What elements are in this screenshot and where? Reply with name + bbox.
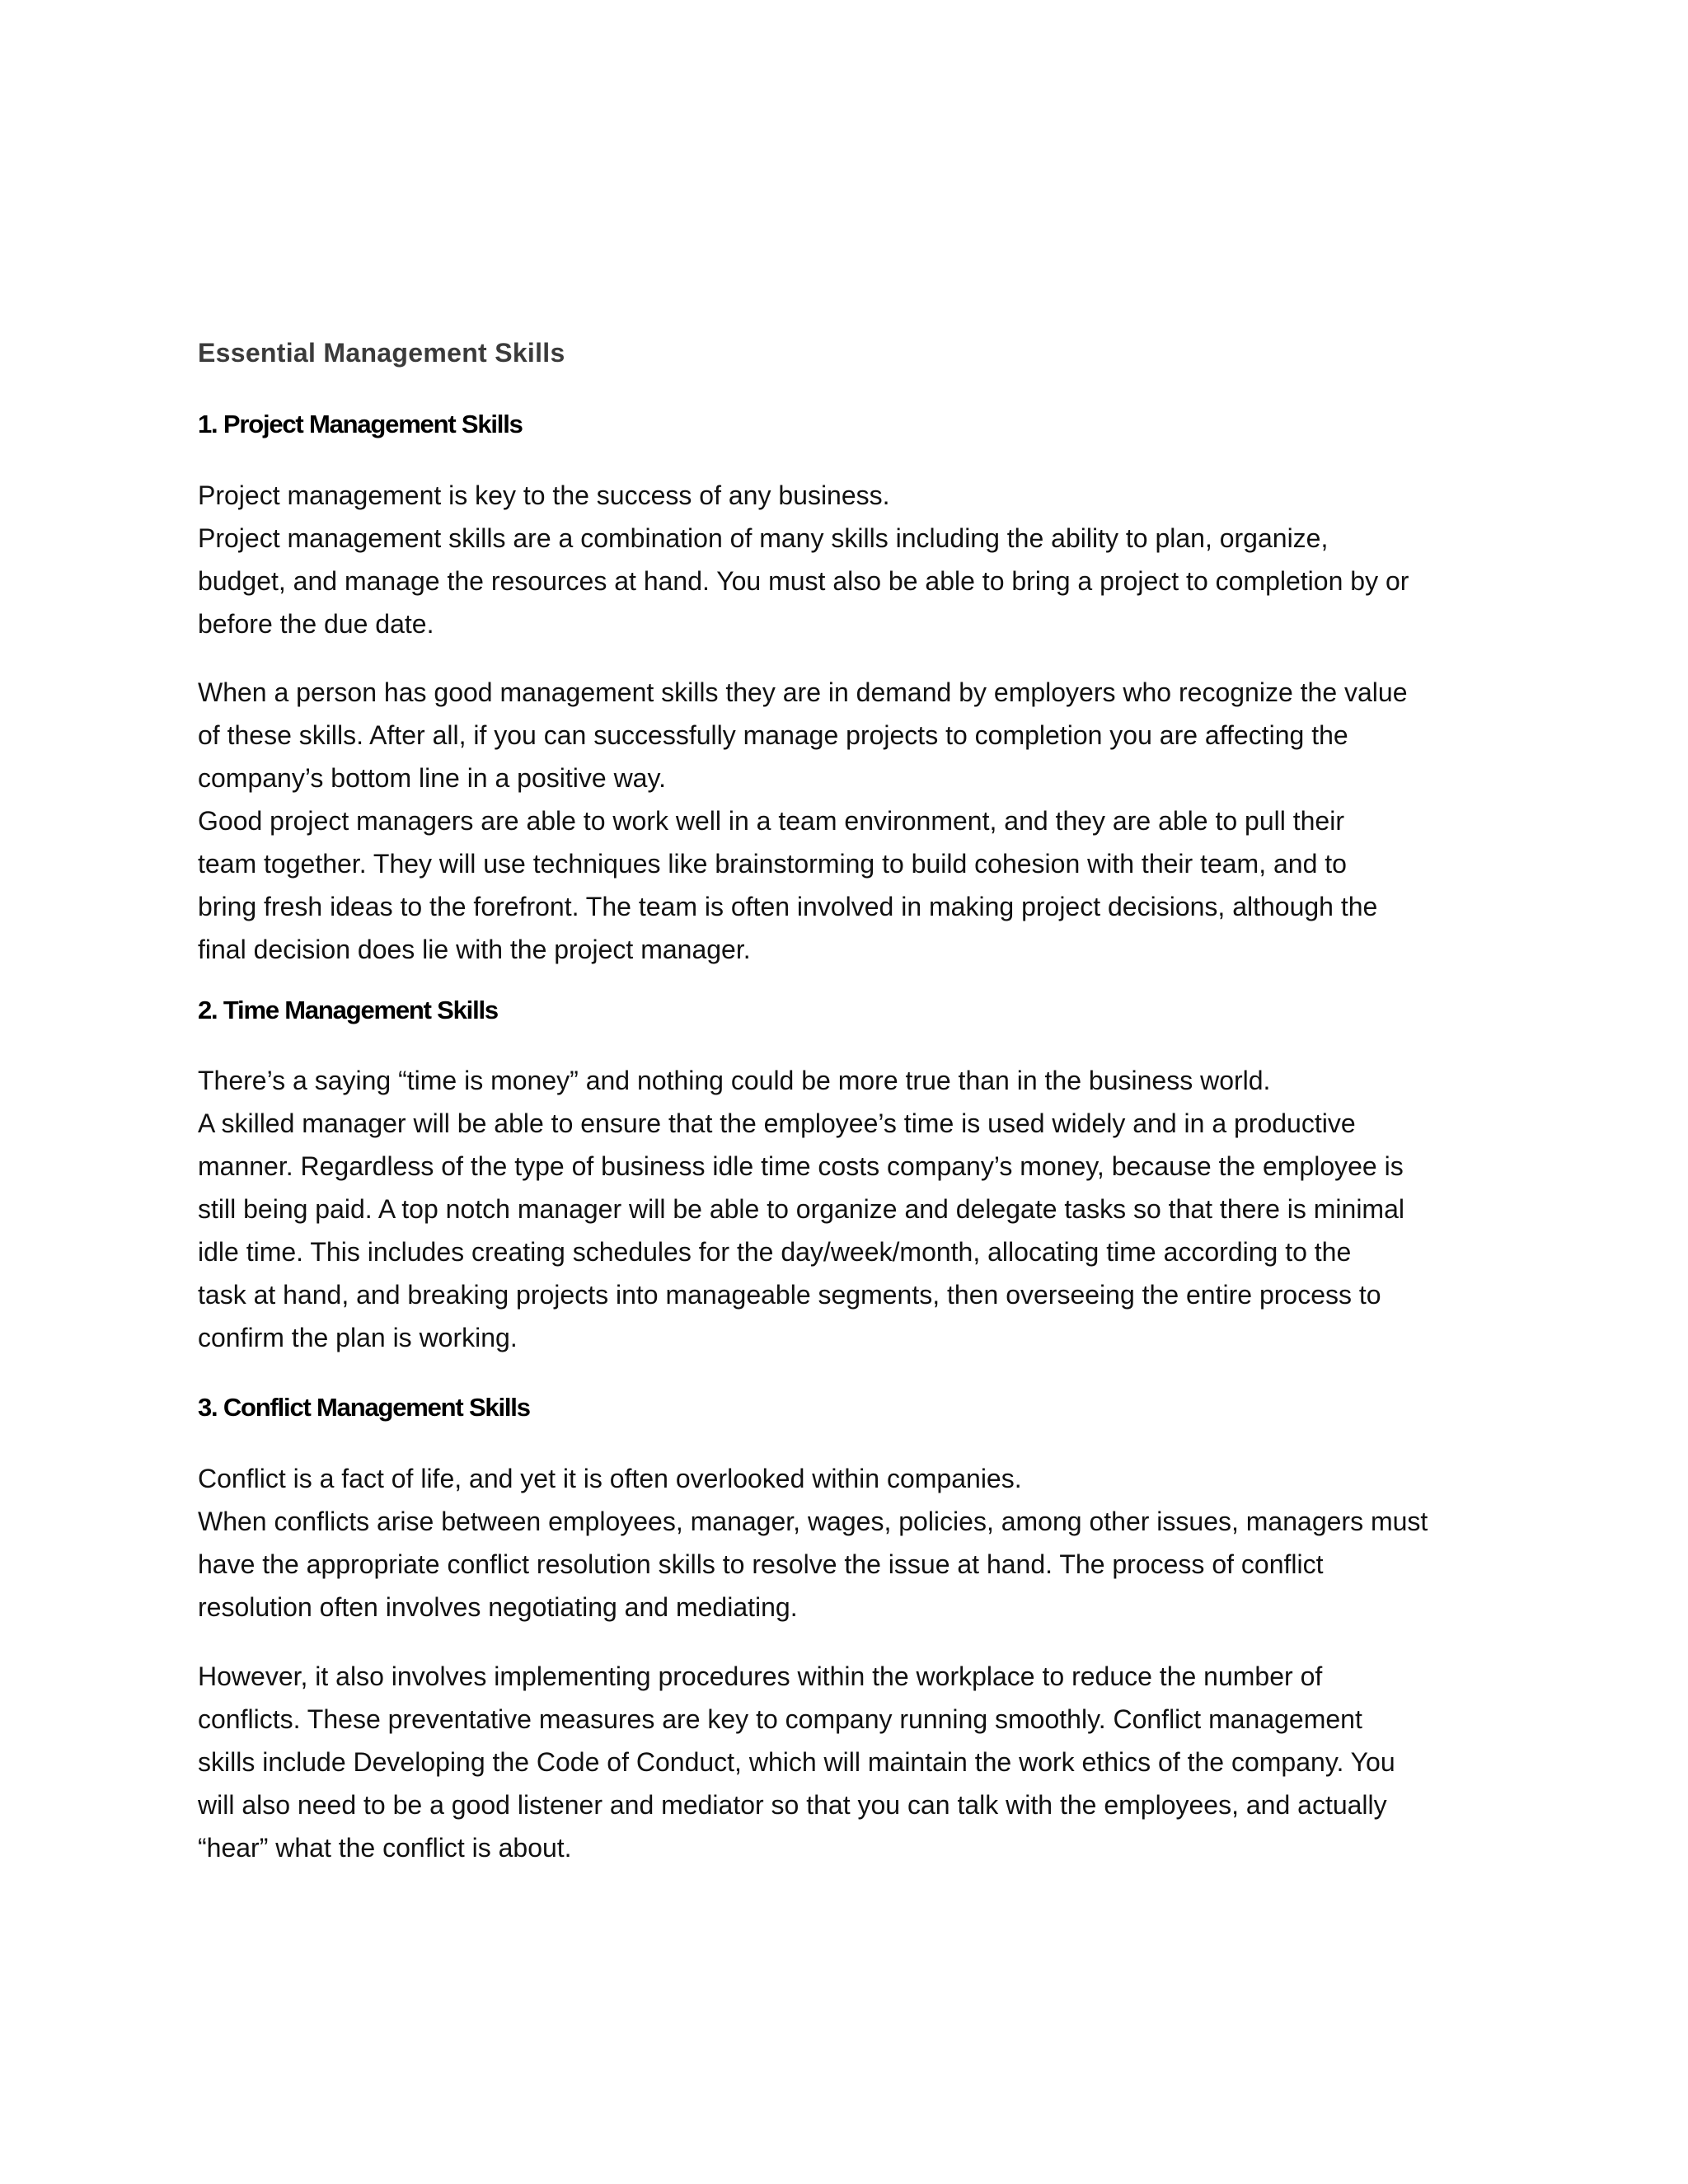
paragraph: [198, 1457, 1500, 1629]
paragraph-line: manner. Regardless of the type of business idle time costs company’s money, because the employee is: [198, 1151, 1404, 1181]
paragraph-line: “hear” what the conflict is about.: [198, 1833, 572, 1863]
paragraph: [198, 671, 1500, 971]
paragraph-line: A skilled manager will be able to ensure that the employee’s time is used widely and in a productive: [198, 1108, 1356, 1138]
paragraph-line: task at hand, and breaking projects into manageable segments, then overseeing the entire process to: [198, 1280, 1381, 1310]
paragraph-line: resolution often involves negotiating and mediating.: [198, 1592, 798, 1622]
paragraph-line: When conflicts arise between employees, manager, wages, policies, among other issues, managers must: [198, 1507, 1428, 1536]
paragraph-line: conflicts. These preventative measures are key to company running smoothly. Conflict management: [198, 1704, 1362, 1734]
paragraph-line: before the due date.: [198, 609, 434, 639]
paragraph-line: team together. They will use techniques like brainstorming to build cohesion with their team, and to: [198, 849, 1347, 879]
paragraph: [198, 474, 1500, 645]
paragraph-line: final decision does lie with the project manager.: [198, 935, 751, 964]
paragraph-line: skills include Developing the Code of Conduct, which will maintain the work ethics of the company. You: [198, 1747, 1395, 1777]
paragraph-line: However, it also involves implementing procedures within the workplace to reduce the number of: [198, 1661, 1323, 1691]
paragraph: [198, 1059, 1500, 1359]
paragraph: [198, 1655, 1500, 1869]
paragraph-line: bring fresh ideas to the forefront. The team is often involved in making project decisions, although the: [198, 892, 1378, 921]
paragraph-line: still being paid. A top notch manager will be able to organize and delegate tasks so that there is minimal: [198, 1194, 1404, 1224]
paragraph-line: When a person has good management skills they are in demand by employers who recognize the value: [198, 677, 1408, 707]
paragraph-line: There’s a saying “time is money” and nothing could be more true than in the business world.: [198, 1066, 1271, 1095]
paragraph-line: Good project managers are able to work well in a team environment, and they are able to pull their: [198, 806, 1344, 836]
paragraph-line: budget, and manage the resources at hand. You must also be able to bring a project to completion by or: [198, 566, 1409, 596]
paragraph-line: have the appropriate conflict resolution skills to resolve the issue at hand. The process of conflict: [198, 1549, 1324, 1579]
paragraph-line: Project management is key to the success of any business.: [198, 480, 890, 510]
document-title: Essential Management Skills: [198, 338, 565, 368]
paragraph-line: will also need to be a good listener and mediator so that you can talk with the employees, and actually: [198, 1790, 1387, 1820]
section-heading-conflict-management: 3. Conflict Management Skills: [198, 1393, 530, 1422]
section-heading-project-management: 1. Project Management Skills: [198, 410, 523, 438]
section-heading-time-management: 2. Time Management Skills: [198, 996, 498, 1024]
paragraph-line: company’s bottom line in a positive way.: [198, 763, 666, 793]
paragraph-line: Project management skills are a combination of many skills including the ability to plan, organize,: [198, 523, 1329, 553]
paragraph-line: idle time. This includes creating schedules for the day/week/month, allocating time according to the: [198, 1237, 1352, 1267]
paragraph-line: confirm the plan is working.: [198, 1323, 518, 1352]
paragraph-line: of these skills. After all, if you can successfully manage projects to completion you are affecting the: [198, 720, 1348, 750]
paragraph-line: Conflict is a fact of life, and yet it is often overlooked within companies.: [198, 1464, 1022, 1493]
